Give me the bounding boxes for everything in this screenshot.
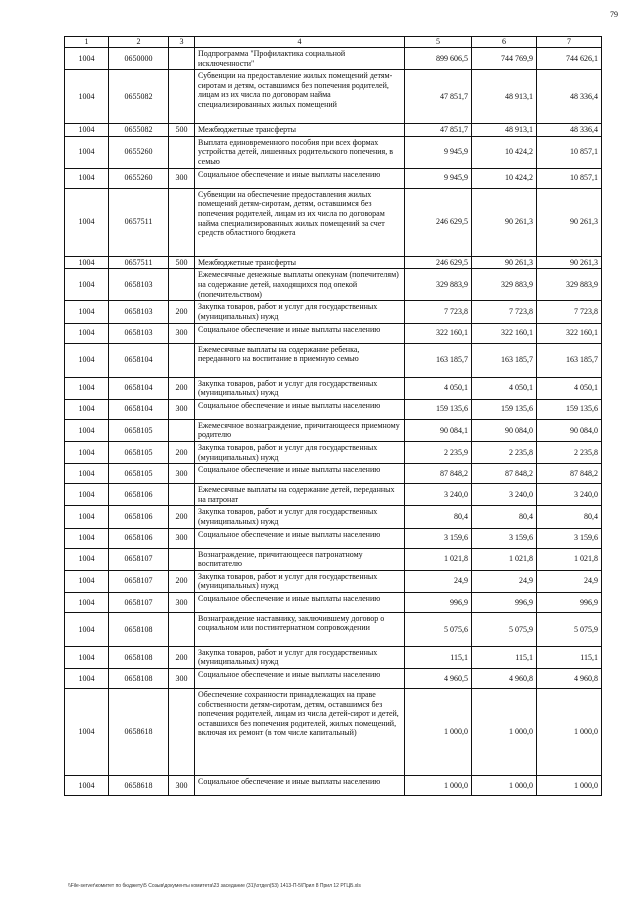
table-header-row — [65, 37, 602, 48]
amount-col7-cell: 48 336,4 — [537, 70, 602, 124]
amount-col7-cell: 996,9 — [537, 592, 602, 612]
amount-col5-cell: 3 240,0 — [405, 484, 472, 506]
amount-col7-cell: 159 135,6 — [537, 399, 602, 419]
section-code-cell: 1004 — [65, 256, 109, 269]
amount-col5-cell: 899 606,5 — [405, 48, 472, 70]
amount-col6-cell: 1 000,0 — [472, 689, 537, 776]
amount-col5-cell: 329 883,9 — [405, 269, 472, 301]
amount-col5-cell: 24,9 — [405, 570, 472, 592]
description-cell: Социальное обеспечение и иные выплаты населению — [195, 528, 405, 548]
table-row — [65, 70, 602, 124]
description-cell: Закупка товаров, работ и услуг для государственных (муниципальных) нужд — [195, 646, 405, 668]
expense-type-cell: 300 — [169, 323, 195, 343]
amount-col6-cell: 163 185,7 — [472, 343, 537, 377]
section-code-cell: 1004 — [65, 124, 109, 137]
amount-col5-cell: 2 235,9 — [405, 441, 472, 463]
amount-col7-cell: 4 050,1 — [537, 377, 602, 399]
amount-col5-cell: 1 000,0 — [405, 689, 472, 776]
table-row — [65, 646, 602, 668]
section-code-cell: 1004 — [65, 419, 109, 441]
amount-col6-cell: 4 050,1 — [472, 377, 537, 399]
description-cell: Межбюджетные трансферты — [195, 256, 405, 269]
section-code-cell: 1004 — [65, 323, 109, 343]
target-article-cell: 0658106 — [109, 528, 169, 548]
expense-type-cell: 200 — [169, 441, 195, 463]
amount-col5-cell: 90 084,1 — [405, 419, 472, 441]
amount-col7-cell: 163 185,7 — [537, 343, 602, 377]
target-article-cell: 0658618 — [109, 689, 169, 776]
description-cell: Подпрограмма "Профилактика социальной исключенности" — [195, 48, 405, 70]
target-article-cell: 0657511 — [109, 188, 169, 256]
amount-col7-cell: 90 261,3 — [537, 188, 602, 256]
target-article-cell: 0658104 — [109, 343, 169, 377]
description-cell: Ежемесячные выплаты на содержание детей, переданных на патронат — [195, 484, 405, 506]
description-cell: Социальное обеспечение и иные выплаты населению — [195, 323, 405, 343]
expense-type-cell: 300 — [169, 168, 195, 188]
table-row — [65, 689, 602, 776]
file-path-footer: \\File-server\комитет по бюджету\5 Созыв\документы комитета\23 заседание (31)\отдел(53) 1413-П-5\Прил 8 Прил 12 РГЦБ.xls — [68, 883, 361, 889]
amount-col7-cell: 80,4 — [537, 506, 602, 528]
amount-col6-cell: 10 424,2 — [472, 136, 537, 168]
expense-type-cell: 500 — [169, 124, 195, 137]
amount-col6-cell: 115,1 — [472, 646, 537, 668]
amount-col6-cell: 24,9 — [472, 570, 537, 592]
amount-col7-cell: 90 084,0 — [537, 419, 602, 441]
amount-col7-cell: 744 626,1 — [537, 48, 602, 70]
table-row — [65, 377, 602, 399]
amount-col6-cell: 4 960,8 — [472, 669, 537, 689]
amount-col7-cell: 90 261,3 — [537, 256, 602, 269]
table-row — [65, 48, 602, 70]
expense-type-cell: 200 — [169, 377, 195, 399]
amount-col5-cell: 47 851,7 — [405, 70, 472, 124]
amount-col5-cell: 47 851,7 — [405, 124, 472, 137]
target-article-cell: 0658107 — [109, 570, 169, 592]
description-cell: Обеспечение сохранности принадлежащих на праве собственности детям-сиротам, детям, оставшимся без попечения родителей, лицам из числа детей-сирот и детей, оставшихся без попечения родителей, жилых помещений, включая их ремонт (в том числе капитальный) — [195, 689, 405, 776]
amount-col5-cell: 1 000,0 — [405, 776, 472, 796]
table-row — [65, 441, 602, 463]
target-article-cell: 0658104 — [109, 399, 169, 419]
amount-col6-cell: 3 159,6 — [472, 528, 537, 548]
amount-col7-cell: 3 240,0 — [537, 484, 602, 506]
amount-col5-cell: 159 135,6 — [405, 399, 472, 419]
target-article-cell: 0658108 — [109, 646, 169, 668]
section-code-cell: 1004 — [65, 168, 109, 188]
section-code-cell: 1004 — [65, 646, 109, 668]
target-article-cell: 0655260 — [109, 136, 169, 168]
expense-type-cell: 300 — [169, 669, 195, 689]
description-cell: Межбюджетные трансферты — [195, 124, 405, 137]
section-code-cell: 1004 — [65, 776, 109, 796]
expense-type-cell — [169, 548, 195, 570]
amount-col6-cell: 90 261,3 — [472, 188, 537, 256]
expense-type-cell — [169, 689, 195, 776]
table-row — [65, 136, 602, 168]
expense-type-cell — [169, 48, 195, 70]
table-row — [65, 570, 602, 592]
amount-col6-cell: 87 848,2 — [472, 464, 537, 484]
table-row — [65, 269, 602, 301]
amount-col5-cell: 163 185,7 — [405, 343, 472, 377]
amount-col5-cell: 4 960,5 — [405, 669, 472, 689]
target-article-cell: 0650000 — [109, 48, 169, 70]
table-row — [65, 168, 602, 188]
description-cell: Социальное обеспечение и иные выплаты населению — [195, 464, 405, 484]
target-article-cell: 0658106 — [109, 506, 169, 528]
expense-type-cell: 200 — [169, 570, 195, 592]
description-cell: Выплата единовременного пособия при всех формах устройства детей, лишенных родительского попечения, в семью — [195, 136, 405, 168]
section-code-cell: 1004 — [65, 377, 109, 399]
section-code-cell: 1004 — [65, 570, 109, 592]
description-cell: Ежемесячные денежные выплаты опекунам (попечителям) на содержание детей, находящихся под опекой (попечительством) — [195, 269, 405, 301]
expense-type-cell — [169, 269, 195, 301]
amount-col5-cell: 4 050,1 — [405, 377, 472, 399]
expense-type-cell: 200 — [169, 506, 195, 528]
amount-col6-cell: 744 769,9 — [472, 48, 537, 70]
target-article-cell: 0658105 — [109, 441, 169, 463]
table-row — [65, 188, 602, 256]
table-row — [65, 323, 602, 343]
target-article-cell: 0658105 — [109, 419, 169, 441]
expense-type-cell: 500 — [169, 256, 195, 269]
amount-col7-cell: 4 960,8 — [537, 669, 602, 689]
target-article-cell: 0658618 — [109, 776, 169, 796]
page-number: 79 — [610, 10, 618, 19]
table-row — [65, 256, 602, 269]
amount-col7-cell: 10 857,1 — [537, 168, 602, 188]
amount-col7-cell: 1 000,0 — [537, 689, 602, 776]
amount-col5-cell: 3 159,6 — [405, 528, 472, 548]
target-article-cell: 0658107 — [109, 592, 169, 612]
header-cell: 2 — [109, 37, 169, 48]
description-cell: Субвенции на обеспечение предоставления жилых помещений детям-сиротам, детям, оставшимся без попечения родителей, лицам из их числа по договорам найма специализированных жилых помещений за счет средств областного бюджета — [195, 188, 405, 256]
description-cell: Социальное обеспечение и иные выплаты населению — [195, 776, 405, 796]
expense-type-cell: 300 — [169, 464, 195, 484]
table-row — [65, 592, 602, 612]
description-cell: Ежемесячное вознаграждение, причитающееся приемному родителю — [195, 419, 405, 441]
target-article-cell: 0658103 — [109, 323, 169, 343]
target-article-cell: 0658107 — [109, 548, 169, 570]
table-row — [65, 419, 602, 441]
header-cell: 3 — [169, 37, 195, 48]
header-cell: 4 — [195, 37, 405, 48]
target-article-cell: 0658106 — [109, 484, 169, 506]
target-article-cell: 0658103 — [109, 301, 169, 323]
amount-col6-cell: 80,4 — [472, 506, 537, 528]
target-article-cell: 0658104 — [109, 377, 169, 399]
expense-type-cell — [169, 419, 195, 441]
target-article-cell: 0655082 — [109, 70, 169, 124]
amount-col6-cell: 322 160,1 — [472, 323, 537, 343]
header-cell: 1 — [65, 37, 109, 48]
amount-col6-cell: 1 000,0 — [472, 776, 537, 796]
header-cell: 5 — [405, 37, 472, 48]
amount-col6-cell: 48 913,1 — [472, 70, 537, 124]
description-cell: Закупка товаров, работ и услуг для государственных (муниципальных) нужд — [195, 570, 405, 592]
amount-col5-cell: 5 075,6 — [405, 612, 472, 646]
table-row — [65, 124, 602, 137]
amount-col7-cell: 1 000,0 — [537, 776, 602, 796]
table-row — [65, 776, 602, 796]
expense-type-cell — [169, 484, 195, 506]
amount-col7-cell: 115,1 — [537, 646, 602, 668]
section-code-cell: 1004 — [65, 399, 109, 419]
table-row — [65, 484, 602, 506]
description-cell: Социальное обеспечение и иные выплаты населению — [195, 669, 405, 689]
expense-type-cell: 200 — [169, 301, 195, 323]
amount-col5-cell: 7 723,8 — [405, 301, 472, 323]
expense-type-cell — [169, 70, 195, 124]
amount-col6-cell: 90 084,0 — [472, 419, 537, 441]
section-code-cell: 1004 — [65, 689, 109, 776]
amount-col6-cell: 159 135,6 — [472, 399, 537, 419]
section-code-cell: 1004 — [65, 612, 109, 646]
amount-col6-cell: 90 261,3 — [472, 256, 537, 269]
expense-type-cell — [169, 612, 195, 646]
amount-col6-cell: 5 075,9 — [472, 612, 537, 646]
target-article-cell: 0657511 — [109, 256, 169, 269]
section-code-cell: 1004 — [65, 441, 109, 463]
amount-col6-cell: 48 913,1 — [472, 124, 537, 137]
expense-type-cell: 300 — [169, 399, 195, 419]
expense-type-cell: 300 — [169, 592, 195, 612]
section-code-cell: 1004 — [65, 136, 109, 168]
table-row — [65, 464, 602, 484]
amount-col7-cell: 5 075,9 — [537, 612, 602, 646]
section-code-cell: 1004 — [65, 464, 109, 484]
expense-type-cell — [169, 343, 195, 377]
amount-col6-cell: 329 883,9 — [472, 269, 537, 301]
amount-col7-cell: 322 160,1 — [537, 323, 602, 343]
section-code-cell: 1004 — [65, 484, 109, 506]
description-cell: Социальное обеспечение и иные выплаты населению — [195, 399, 405, 419]
amount-col6-cell: 3 240,0 — [472, 484, 537, 506]
section-code-cell: 1004 — [65, 669, 109, 689]
amount-col5-cell: 9 945,9 — [405, 136, 472, 168]
amount-col7-cell: 3 159,6 — [537, 528, 602, 548]
amount-col5-cell: 1 021,8 — [405, 548, 472, 570]
amount-col7-cell: 10 857,1 — [537, 136, 602, 168]
description-cell: Ежемесячные выплаты на содержание ребенка, переданного на воспитание в приемную семью — [195, 343, 405, 377]
amount-col6-cell: 7 723,8 — [472, 301, 537, 323]
amount-col5-cell: 115,1 — [405, 646, 472, 668]
table-row — [65, 506, 602, 528]
budget-table — [64, 36, 602, 796]
header-cell: 6 — [472, 37, 537, 48]
target-article-cell: 0658103 — [109, 269, 169, 301]
expense-type-cell — [169, 136, 195, 168]
table-row — [65, 612, 602, 646]
amount-col6-cell: 996,9 — [472, 592, 537, 612]
section-code-cell: 1004 — [65, 506, 109, 528]
amount-col7-cell: 1 021,8 — [537, 548, 602, 570]
amount-col6-cell: 2 235,8 — [472, 441, 537, 463]
section-code-cell: 1004 — [65, 269, 109, 301]
expense-type-cell: 300 — [169, 528, 195, 548]
amount-col7-cell: 7 723,8 — [537, 301, 602, 323]
target-article-cell: 0658108 — [109, 612, 169, 646]
section-code-cell: 1004 — [65, 188, 109, 256]
amount-col5-cell: 246 629,5 — [405, 188, 472, 256]
description-cell: Закупка товаров, работ и услуг для государственных (муниципальных) нужд — [195, 377, 405, 399]
section-code-cell: 1004 — [65, 592, 109, 612]
table-row — [65, 343, 602, 377]
target-article-cell: 0655082 — [109, 124, 169, 137]
expense-type-cell — [169, 188, 195, 256]
table-row — [65, 301, 602, 323]
section-code-cell: 1004 — [65, 548, 109, 570]
table-row — [65, 528, 602, 548]
target-article-cell: 0658105 — [109, 464, 169, 484]
table-row — [65, 669, 602, 689]
expense-type-cell: 200 — [169, 646, 195, 668]
table-row — [65, 548, 602, 570]
amount-col6-cell: 1 021,8 — [472, 548, 537, 570]
header-cell: 7 — [537, 37, 602, 48]
amount-col5-cell: 322 160,1 — [405, 323, 472, 343]
description-cell: Социальное обеспечение и иные выплаты населению — [195, 168, 405, 188]
description-cell: Субвенции на предоставление жилых помещений детям-сиротам и детям, оставшимся без попечения родителей, лицам из их числа по договорам найма специализированных жилых помещений — [195, 70, 405, 124]
table-row — [65, 399, 602, 419]
amount-col7-cell: 48 336,4 — [537, 124, 602, 137]
amount-col5-cell: 80,4 — [405, 506, 472, 528]
amount-col7-cell: 329 883,9 — [537, 269, 602, 301]
amount-col7-cell: 87 848,2 — [537, 464, 602, 484]
amount-col5-cell: 9 945,9 — [405, 168, 472, 188]
amount-col7-cell: 2 235,8 — [537, 441, 602, 463]
expense-type-cell: 300 — [169, 776, 195, 796]
description-cell: Социальное обеспечение и иные выплаты населению — [195, 592, 405, 612]
target-article-cell: 0658108 — [109, 669, 169, 689]
amount-col5-cell: 246 629,5 — [405, 256, 472, 269]
section-code-cell: 1004 — [65, 343, 109, 377]
description-cell: Вознаграждение наставнику, заключившему договор о социальном или постинтернатном сопровождении — [195, 612, 405, 646]
amount-col7-cell: 24,9 — [537, 570, 602, 592]
section-code-cell: 1004 — [65, 301, 109, 323]
amount-col5-cell: 996,9 — [405, 592, 472, 612]
section-code-cell: 1004 — [65, 528, 109, 548]
description-cell: Закупка товаров, работ и услуг для государственных (муниципальных) нужд — [195, 301, 405, 323]
section-code-cell: 1004 — [65, 70, 109, 124]
description-cell: Закупка товаров, работ и услуг для государственных (муниципальных) нужд — [195, 441, 405, 463]
section-code-cell: 1004 — [65, 48, 109, 70]
description-cell: Закупка товаров, работ и услуг для государственных (муниципальных) нужд — [195, 506, 405, 528]
description-cell: Вознаграждение, причитающееся патронатному воспитателю — [195, 548, 405, 570]
amount-col6-cell: 10 424,2 — [472, 168, 537, 188]
target-article-cell: 0655260 — [109, 168, 169, 188]
amount-col5-cell: 87 848,2 — [405, 464, 472, 484]
